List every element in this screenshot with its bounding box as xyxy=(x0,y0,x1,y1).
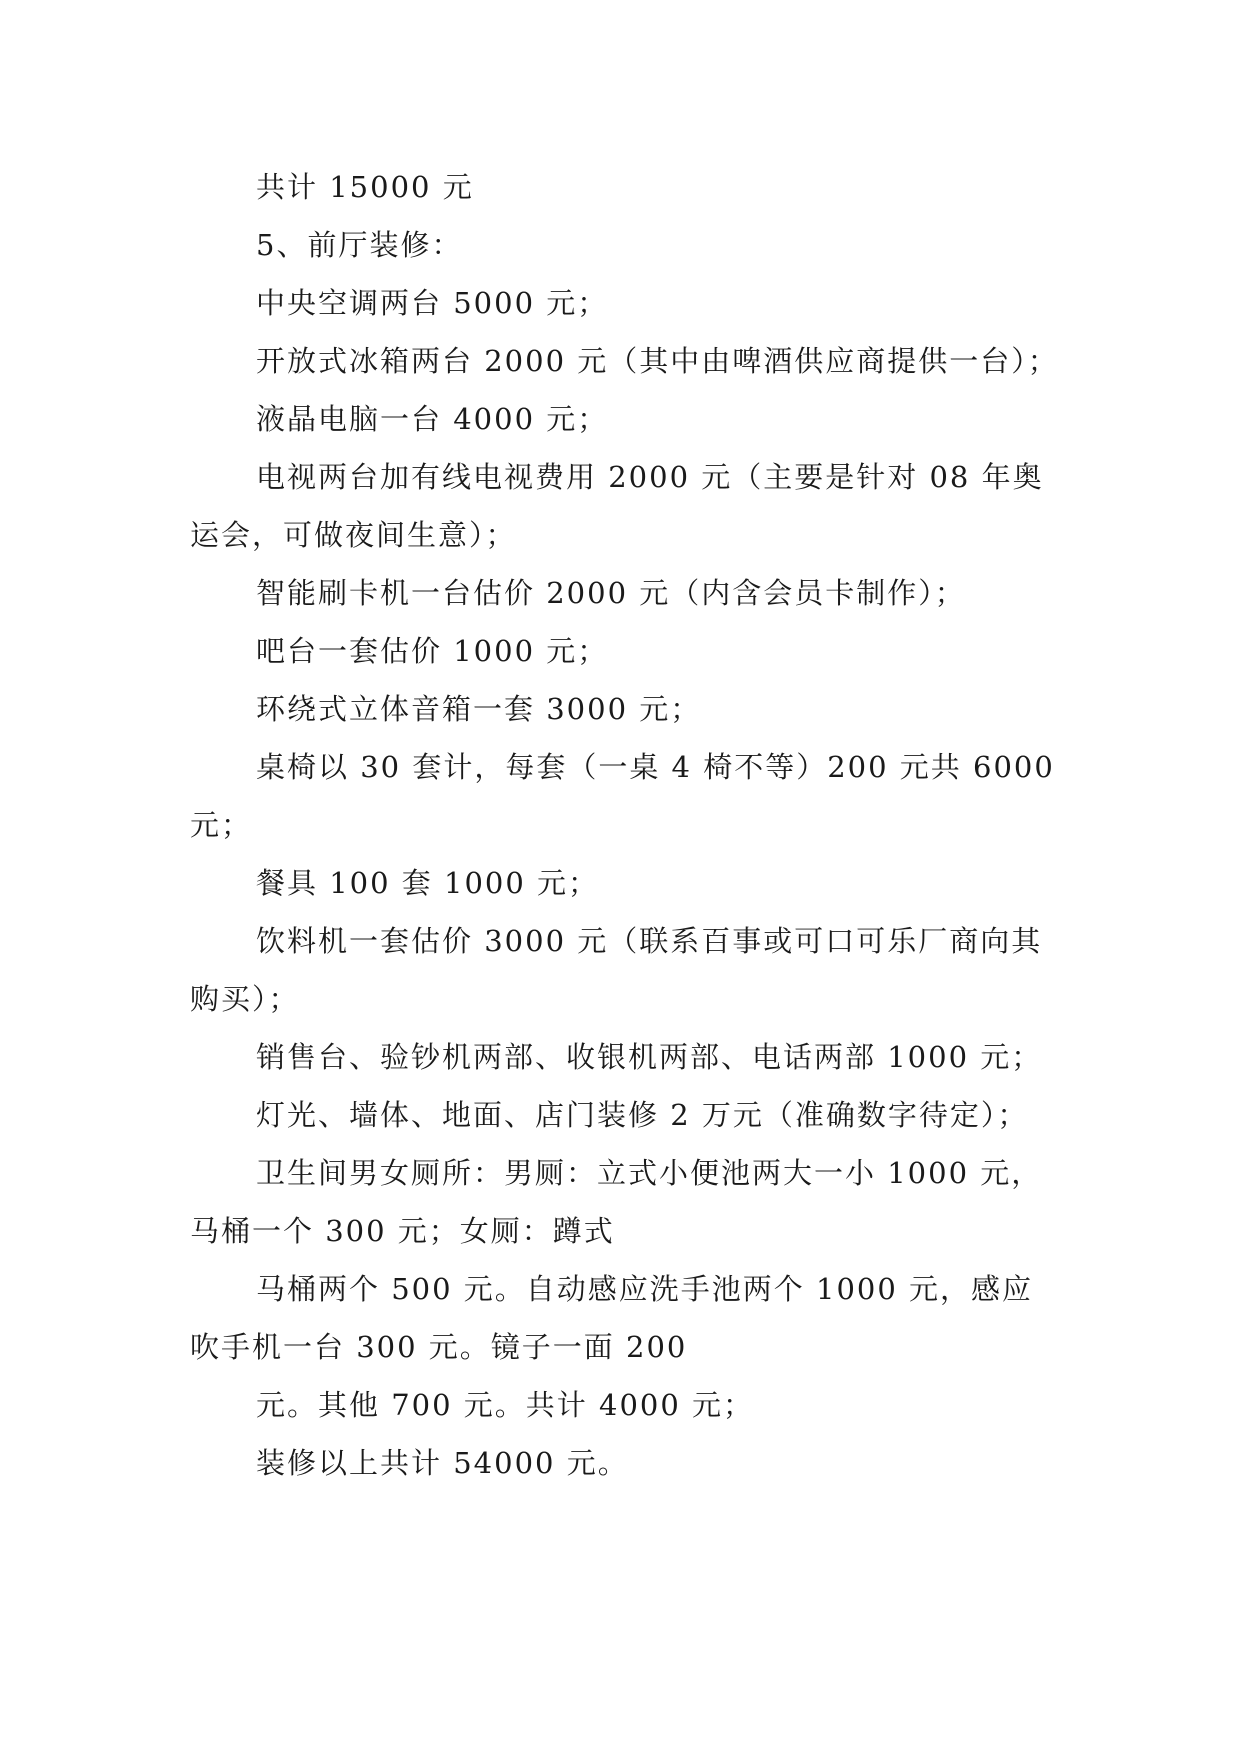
paragraph: 环绕式立体音箱一套 3000 元； xyxy=(256,692,702,726)
section-heading: 5、前厅装修： xyxy=(256,228,463,262)
paragraph: 卫生间男女厕所：男厕：立式小便池两大一小 1000 元，马桶一个 300 元；女厕：蹲式 xyxy=(190,1156,1043,1248)
paragraph: 液晶电脑一台 4000 元； xyxy=(256,402,609,436)
paragraph: 吧台一套估价 1000 元； xyxy=(256,634,609,668)
paragraph: 智能刷卡机一台估价 2000 元（内含会员卡制作）； xyxy=(256,576,966,610)
paragraph: 销售台、验钞机两部、收银机两部、电话两部 1000 元； xyxy=(256,1040,1043,1074)
paragraph: 饮料机一套估价 3000 元（联系百事或可口可乐厂商向其购买）； xyxy=(190,924,1043,1016)
paragraph: 共计 15000 元 xyxy=(256,170,474,204)
total-paragraph: 装修以上共计 54000 元。 xyxy=(256,1446,629,1480)
paragraph: 马桶两个 500 元。自动感应洗手池两个 1000 元，感应吹手机一台 300 元。镜子一面 200 xyxy=(190,1272,1034,1364)
paragraph: 元。其他 700 元。共计 4000 元； xyxy=(256,1388,755,1422)
paragraph: 餐具 100 套 1000 元； xyxy=(256,866,600,900)
document-body xyxy=(190,158,1060,1492)
paragraph: 中央空调两台 5000 元； xyxy=(256,286,609,320)
paragraph: 电视两台加有线电视费用 2000 元（主要是针对 08 年奥运会，可做夜间生意）； xyxy=(190,460,1044,552)
paragraph: 灯光、墙体、地面、店门装修 2 万元（准确数字待定）； xyxy=(256,1098,1029,1132)
paragraph: 开放式冰箱两台 2000 元（其中由啤酒供应商提供一台）； xyxy=(256,344,1059,378)
paragraph: 桌椅以 30 套计，每套（一桌 4 椅不等）200 元共 6000 元； xyxy=(190,750,1055,842)
